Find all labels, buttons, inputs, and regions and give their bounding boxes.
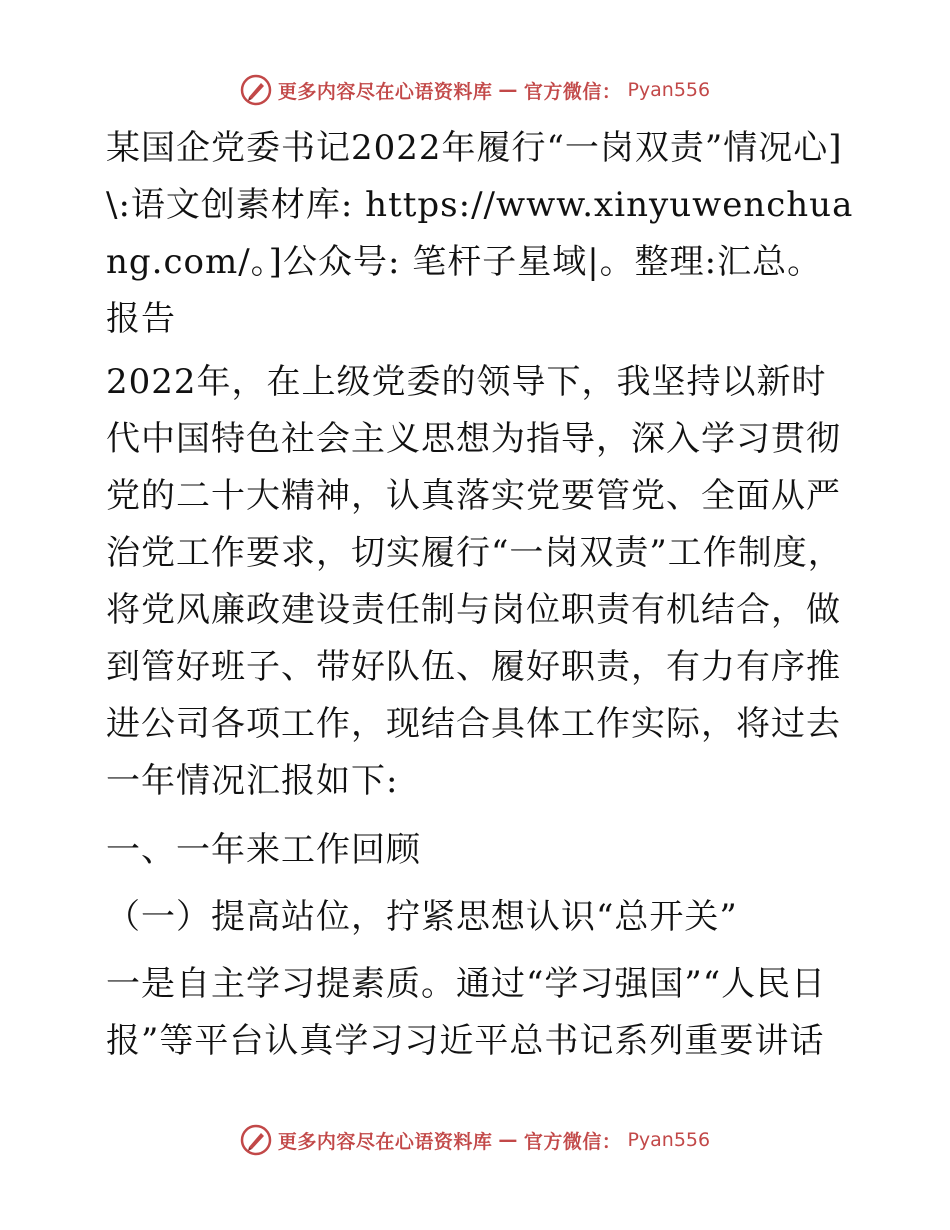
watermark-footer [0,1120,950,1160]
pen-seal-icon [240,1124,272,1156]
watermark-suffix: 官方微信： [523,80,622,103]
watermark-text: 更多内容尽在心语资料库 [277,80,493,103]
subsection-heading-1: （一）提高站位，拧紧思想认识“总开关” [106,897,738,937]
document-title: 某国企党委书记2022年履行“一岗双责”情况心]\:语文创素材库: https://www.xinyuwenchuang.com/。]公众号: 笔杆子星域|。整理:汇总。报告 [106,128,854,339]
watermark-suffix: 官方微信： [523,1130,622,1153]
pen-seal-icon [240,74,272,106]
watermark-separator: — [498,1129,518,1151]
watermark-header [0,70,950,110]
watermark-contact: Pyan556 [627,1129,711,1151]
point-paragraph-1: 一是自主学习提素质。通过“学习强国”“人民日报”等平台认真学习习近平总书记系列重要讲话 [106,964,827,1061]
section-heading-1: 一、一年来工作回顾 [106,830,421,870]
watermark-contact: Pyan556 [627,79,711,101]
intro-paragraph: 2022年，在上级党委的领导下，我坚持以新时代中国特色社会主义思想为指导，深入学习贯彻党的二十大精神，认真落实党要管党、全面从严治党工作要求，切实履行“一岗双责”工作制度，将党风廉政建设责任制与岗位职责有机结合，做到管好班子、带好队伍、履好职责，有力有序推进公司各项工作，现结合具体工作实际，将过去一年情况汇报如下: [106,362,843,801]
watermark-text: 更多内容尽在心语资料库 [277,1130,493,1153]
watermark-separator: — [498,79,518,101]
document-body [96,120,856,1082]
